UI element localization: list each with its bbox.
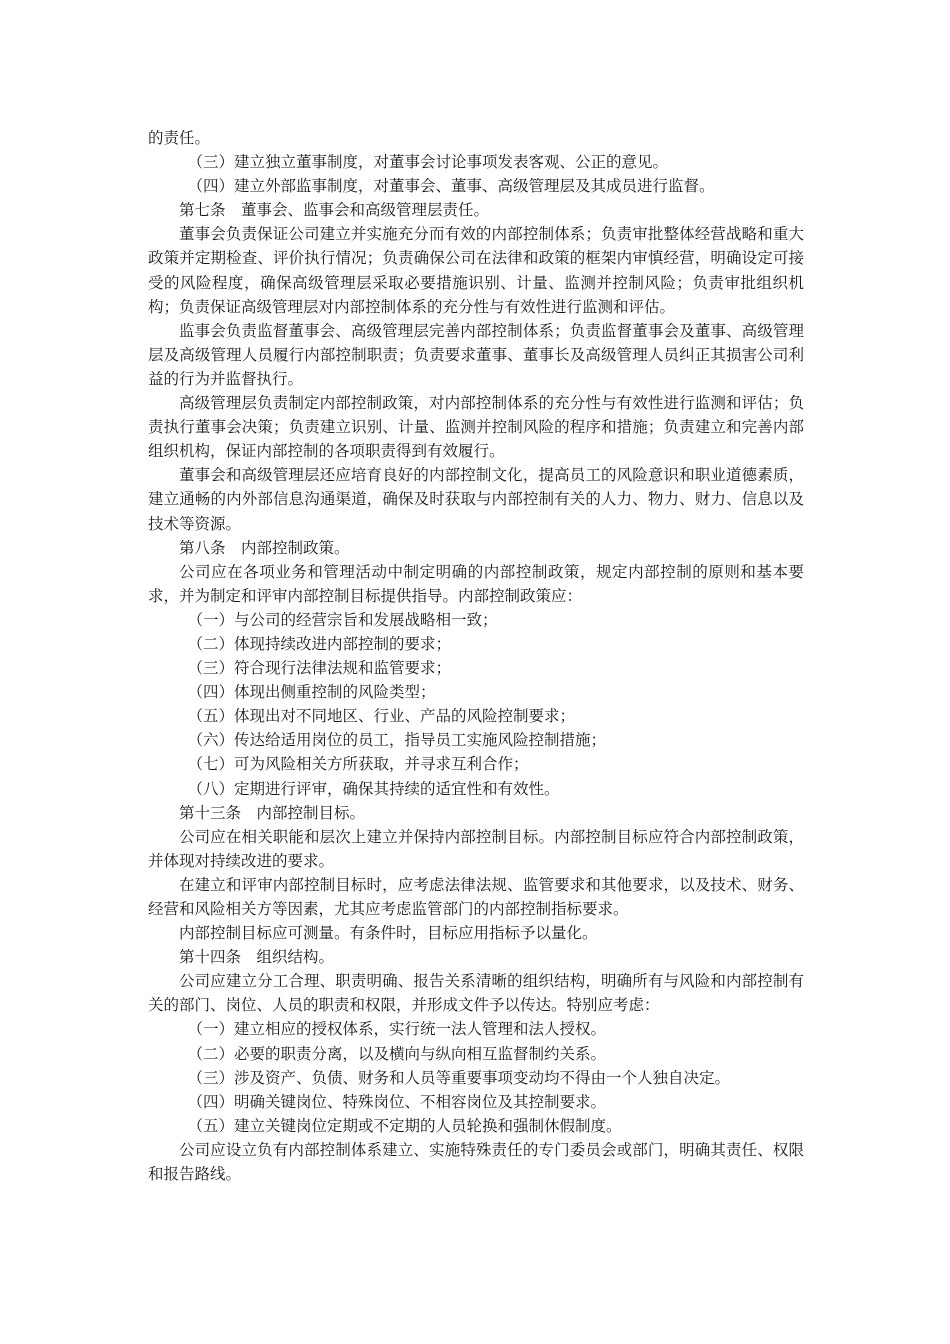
document-page	[148, 126, 804, 1186]
paragraph: 公司应在相关职能和层次上建立并保持内部控制目标。内部控制目标应符合内部控制政策，并体现对持续改进的要求。	[148, 827, 804, 870]
paragraph: 的责任。	[148, 129, 211, 147]
list-item: （四）明确关键岗位、特殊岗位、不相容岗位及其控制要求。	[187, 1092, 607, 1111]
paragraph: 内部控制目标应可测量。有条件时，目标应用指标予以量化。	[179, 924, 598, 943]
article-heading: 第十三条 内部控制目标。	[179, 803, 366, 822]
paragraph: 在建立和评审内部控制目标时，应考虑法律法规、监管要求和其他要求，以及技术、财务、经营和风险相关方等因素，尤其应考虑监管部门的内部控制指标要求。	[148, 875, 804, 918]
article-heading: 第十四条 组织结构。	[179, 948, 335, 967]
paragraph: 公司应设立负有内部控制体系建立、实施特殊责任的专门委员会或部门，明确其责任、权限和报告路线。	[148, 1140, 804, 1184]
article-heading: 第七条 董事会、监事会和高级管理层责任。	[179, 201, 490, 220]
paragraph: 公司应建立分工合理、职责明确、报告关系清晰的组织结构，明确所有与风险和内部控制有关的部门、岗位、人员的职责和权限，并形成文件予以传达。特别应考虑：	[148, 972, 804, 1015]
list-item: （五）体现出对不同地区、行业、产品的风险控制要求；	[187, 707, 576, 726]
list-item: （八）定期进行评审，确保其持续的适宜性和有效性。	[187, 779, 560, 798]
list-item: （二）体现持续改进内部控制的要求；	[187, 634, 452, 653]
paragraph: 监事会负责监督董事会、高级管理层完善内部控制体系；负责监督董事会及董事、高级管理层及高级管理人员履行内部控制职责；负责要求董事、董事长及高级管理人员纠正其损害公司利益的行为并监督执行。	[148, 321, 804, 388]
article-heading: 第八条 内部控制政策。	[179, 538, 350, 557]
paragraph: 董事会负责保证公司建立并实施充分而有效的内部控制体系；负责审批整体经营战略和重大政策并定期检查、评价执行情况；负责确保公司在法律和政策的框架内审慎经营，明确设定可接受的风险程度，确保高级管理层采取必要措施识别、计量、监测并控制风险；负责审批组织机构；负责保证高级管理层对内部控制体系的充分性与有效性进行监测和评估。	[148, 225, 804, 316]
paragraph: 高级管理层负责制定内部控制政策，对内部控制体系的充分性与有效性进行监测和评估；负责执行董事会决策；负责建立识别、计量、监测并控制风险的程序和措施；负责建立和完善内部组织机构，保证内部控制的各项职责得到有效履行。	[148, 394, 804, 461]
list-item: （五）建立关键岗位定期或不定期的人员轮换和强制休假制度。	[187, 1116, 622, 1135]
list-item: （四）建立外部监事制度，对董事会、董事、高级管理层及其成员进行监督。	[187, 177, 715, 196]
list-item: （三）建立独立董事制度，对董事会讨论事项发表客观、公正的意见。	[187, 153, 669, 172]
list-item: （二）必要的职责分离，以及横向与纵向相互监督制约关系。	[187, 1044, 607, 1063]
list-item: （三）涉及资产、负债、财务和人员等重要事项变动均不得由一个人独自决定。	[187, 1068, 731, 1087]
list-item: （七）可为风险相关方所获取，并寻求互利合作；	[187, 755, 529, 774]
list-item: （三）符合现行法律法规和监管要求；	[187, 659, 452, 678]
paragraph: 董事会和高级管理层还应培育良好的内部控制文化，提高员工的风险意识和职业道德素质，建立通畅的内外部信息沟通渠道，确保及时获取与内部控制有关的人力、物力、财力、信息以及技术等资源。	[148, 466, 804, 533]
paragraph: 公司应在各项业务和管理活动中制定明确的内部控制政策，规定内部控制的原则和基本要求，并为制定和评审内部控制目标提供指导。内部控制政策应：	[148, 562, 804, 605]
list-item: （一）建立相应的授权体系，实行统一法人管理和法人授权。	[187, 1020, 607, 1039]
list-item: （四）体现出侧重控制的风险类型；	[187, 683, 436, 702]
list-item: （六）传达给适用岗位的员工，指导员工实施风险控制措施；	[187, 731, 607, 750]
list-item: （一）与公司的经营宗旨和发展战略相一致；	[187, 610, 498, 629]
